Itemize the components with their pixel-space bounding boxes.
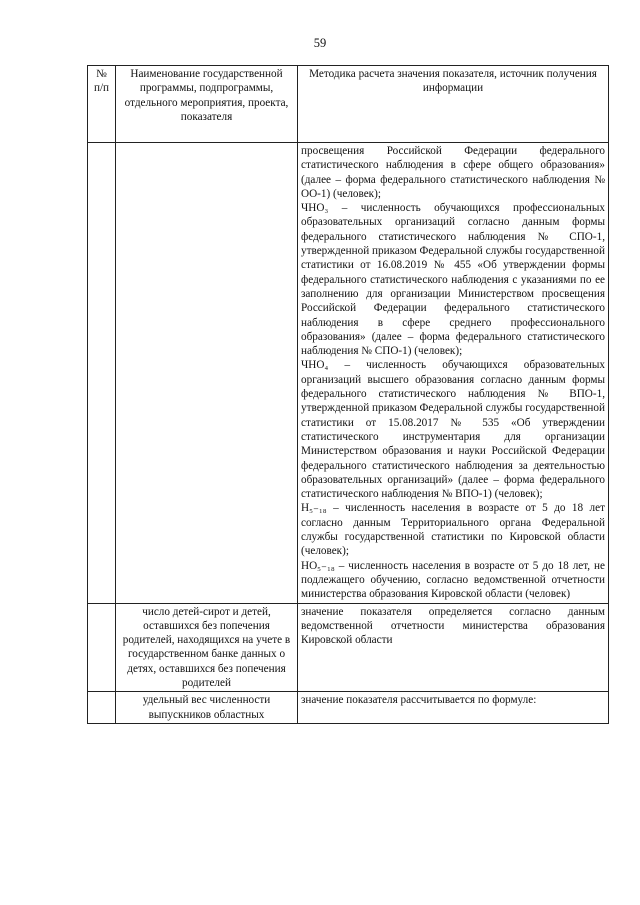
row-method — [298, 143, 609, 604]
method-paragraph: значение показателя определяется согласно данным ведомственной отчетности министерства образования Кировской области — [301, 605, 605, 647]
row-num — [88, 143, 116, 604]
page-number: 59 — [313, 36, 327, 50]
row-name — [116, 143, 298, 604]
row-num — [88, 692, 116, 724]
table-row — [88, 143, 609, 604]
row-num — [88, 603, 116, 692]
row-method — [298, 603, 609, 692]
method-paragraph: НО₅₋₁₈ – численность населения в возрасте от 5 до 18 лет, не подлежащего обучению, согласно ведомственной отчетности министерства образования Кировской области (человек) — [301, 559, 605, 601]
row-name: удельный вес численности выпускников областных — [116, 692, 298, 724]
indicator-table — [87, 65, 609, 724]
method-paragraph: ЧНО₃ – численность обучающихся профессиональных образовательных организаций согласно данным формы федерального статистического наблюдения № СПО-1, утвержденной приказом Федеральной службы государственной статистики от 16.08.2019 № 455 «Об утверждении формы федерального статистического наблюдения с указаниями по ее заполнению для организации Министерством просвещения Российской Федерации федерального статистического наблюдения в сфере среднего профессионального образования» (далее – форма федерального статистического наблюдения № СПО-1) (человек); — [301, 202, 605, 358]
table-row — [88, 692, 609, 724]
method-paragraph: просвещения Российской Федерации федерального статистического наблюдения в сфере общего образования» (далее – форма федерального статистического наблюдения № ОО-1) (человек); — [301, 145, 605, 200]
method-paragraph: ЧНО₄ – численность обучающихся образовательных организаций высшего образования согласно данным формы федерального статистического наблюдения № ВПО-1, утвержденной приказом Федеральной службы государственной статистики от 15.08.2017 № 535 «Об утверждении статистического инструментария для организации Министерством образования и науки Российской Федерации федерального статистического наблюдения за деятельностью образовательных организаций» (далее – форма федерального статистического наблюдения № ВПО-1) (человек); — [301, 359, 605, 501]
row-name: число детей-сирот и детей, оставшихся без попечения родителей, находящихся на учете в государственном банке данных о детях, оставшихся без попечения родителей — [116, 603, 298, 692]
table-header-row — [88, 66, 609, 143]
method-paragraph: Н₅₋₁₈ – численность населения в возрасте от 5 до 18 лет согласно данным Территориального органа Федеральной службы государственной статистики по Кировской области (человек); — [301, 502, 605, 558]
header-num: № п/п — [88, 66, 116, 143]
table-row — [88, 603, 609, 692]
header-method: Методика расчета значения показателя, источник получения информации — [298, 66, 609, 143]
method-paragraph: значение показателя рассчитывается по формуле: — [301, 694, 537, 707]
header-name: Наименование государственной программы, подпрограммы, отдельного мероприятия, проекта, показателя — [116, 66, 298, 143]
row-method — [298, 692, 609, 724]
